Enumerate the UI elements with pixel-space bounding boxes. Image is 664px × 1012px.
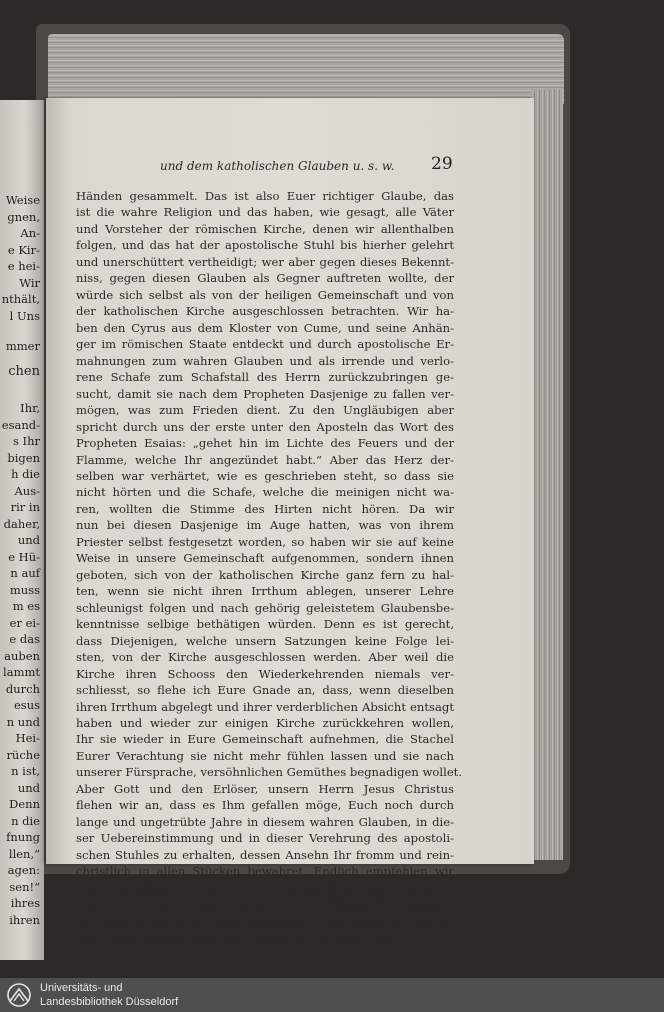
text-line: rene Schafe zum Schafstall des Herrn zurückzubringen ge-: [76, 370, 454, 385]
text-line: kenntnisse selbige bethätigen würden. Denn es ist gerecht,: [76, 617, 454, 632]
left-page-fragment: s Ihr: [12, 434, 40, 448]
text-line: Euch, gnädigster Fürst! Eure Gesandten, den Hypatius: [76, 880, 454, 895]
left-page-fragment: bigen: [7, 450, 40, 465]
left-page-fragment: daher,: [3, 516, 40, 531]
left-page-fragment: durch: [5, 681, 40, 696]
text-line: sucht, damit sie nach dem Propheten Dasjenige zu fallen ver-: [76, 386, 454, 401]
left-page-fragment: und: [17, 533, 40, 547]
text-line: und Demetrius, unsere Brüder und Mitbischöfe, welchen: [76, 897, 454, 912]
left-page-fragment: ihren: [9, 912, 40, 927]
left-page-fragment: chen: [8, 364, 40, 379]
text-line: haben und wieder zur einigen Kirche zurückkehren wollen,: [76, 716, 454, 730]
text-line: der katholischen Kirche ausgeschlossen betrachten. Wir ha-: [76, 304, 454, 319]
left-page-fragment: sen!“: [9, 879, 40, 894]
left-page-fragment: Hei-: [15, 731, 40, 745]
left-page-fragment: An-: [20, 226, 40, 240]
text-line: mahnungen zum wahren Glauben und als irrende und verlo-: [76, 353, 454, 368]
page-edges-top: [48, 34, 564, 104]
text-line: sten, von der Kirche ausgeschlossen werden. Aber weil die: [76, 650, 454, 665]
text-line: nicht hörten und die Schafe, welche die meinigen nicht wa-: [76, 485, 454, 500]
text-line: niss, gegen diesen Glauben als Gegner auftreten wollte, der: [76, 271, 454, 286]
text-line: ger im römischen Staate entdeckt und durch apostolische Er-: [76, 337, 454, 352]
text-line: Priester selbst festgesetzt worden, so haben wir sie auf keine: [76, 534, 454, 549]
text-line: geboten, sich von der katholischen Kirche ganz fern zu hal-: [76, 567, 454, 582]
left-page-fragment: rüche: [6, 747, 40, 762]
library-footer: [0, 978, 664, 1012]
text-line: ihren Irrthum abgelegt und ihrer verderblichen Absicht entsagt: [76, 699, 454, 714]
left-page-fragment: e das: [9, 632, 40, 646]
library-name-line1: Universitäts- und: [40, 982, 123, 994]
left-page-fragment: Ihr,: [20, 401, 40, 415]
left-page-fragment: nthält,: [1, 292, 40, 306]
page-number: 29: [431, 154, 453, 174]
left-page-fragment: mmer: [5, 339, 40, 353]
library-logo-icon: [6, 982, 32, 1008]
body-text: [76, 188, 463, 946]
left-page-fragment: n auf: [10, 566, 40, 580]
left-page-fragment: n und: [6, 714, 40, 729]
text-line: und Vorsteher der römischen Kirche, denen wir allenthalben: [76, 221, 454, 236]
left-page-fragment: n ist,: [11, 764, 40, 778]
left-page-fragment: fnung: [6, 830, 40, 844]
left-page-fragment: muss: [9, 582, 40, 597]
page-edges-right: [531, 90, 563, 860]
left-page-fragment: n die: [11, 813, 40, 828]
text-line: ren, wollten die Stimme des Hirten nicht hören. Da wir: [76, 501, 454, 516]
left-page-fragment: esand-: [1, 417, 40, 432]
running-head: und dem katholischen Glauben u. s. w.: [160, 159, 395, 173]
left-page-fragment: Weise: [5, 193, 40, 207]
text-line: schen Stuhles zu erhalten, dessen Ansehn Ihr fromm und rein-: [76, 847, 454, 862]
left-page-fragment: agen:: [7, 863, 40, 877]
text-line: selben war verhärtet, wie es geschrieben steht, so dass sie: [76, 468, 454, 483]
text-line: nun bei diesen Dasjenige im Auge hatten, was von ihrem: [76, 518, 454, 533]
text-line: würde sich selbst als von der heiligen Gemeinschaft und von: [76, 287, 454, 302]
text-line: fene Wahl beweist. Denn eine Sache von so hoher Wich-: [76, 930, 406, 945]
left-page-fragment: m es: [12, 599, 40, 613]
left-page-fragment: l Uns: [9, 308, 40, 323]
left-page-fragment: Wir: [19, 275, 40, 290]
text-line: christlich in allen Stücken bewahret. Endlich empfehlen wir: [76, 864, 454, 879]
text-line: schleunigst folgen und nach gehörig geleistetem Glaubensbe-: [76, 600, 454, 615]
left-page-fragment: auben: [4, 648, 40, 663]
text-line: mögen, was zum Frieden dient. Zu den Ungläubigen aber: [76, 403, 454, 418]
text-line: Ihr sie wieder in Eure Gemeinschaft aufnehmen, die Stachel: [76, 732, 454, 747]
text-line: lange und ungetrübte Jahre in diesem wahren Glauben, in die-: [76, 814, 454, 829]
text-line: ten, wenn sie nicht ihren Irrthum ablegen, unserer Lehre: [76, 584, 454, 599]
text-line: folgen, und das hat der apostolische Stuhl bis hierher gelehrt: [76, 238, 454, 253]
left-page-fragment: Aus-: [14, 483, 40, 498]
text-line: Weise in unsere Gemeinschaft aufgenommen, sondern ihnen: [76, 551, 454, 566]
text-line: flehen wir an, dass es Ihm gefallen möge, Euch noch durch: [76, 798, 454, 813]
text-line: Flamme, welche Ihr angezündet habt.“ Aber das Herz der-: [76, 452, 454, 467]
text-line: Ihr Eure Gunst und Gnade geschenkt, wie schon die getrof-: [76, 913, 454, 928]
left-page-fragment: h die: [11, 467, 40, 481]
text-line: Händen gesammelt. Das ist also Euer richtiger Glaube, das: [76, 189, 454, 203]
text-line: Propheten Esaias: „gehet hin im Lichte des Feuers und der: [76, 436, 454, 451]
library-name-line2: Landesbibliothek Düsseldorf: [40, 996, 179, 1008]
text-line: ser Uebereinstimmung und in dieser Verehrung des apostoli-: [76, 831, 454, 846]
left-page-fragment: und: [17, 780, 40, 795]
left-page-fragment: e Kir-: [7, 242, 40, 257]
left-page-fragment: esus: [13, 698, 40, 712]
left-page-fragment: er ei-: [9, 615, 40, 630]
text-line: Eurer Verachtung sie nicht mehr fühlen lassen und sie nach: [76, 748, 454, 763]
left-page: [0, 100, 44, 960]
text-line: spricht durch uns der erste unter den Aposteln das Wort des: [76, 419, 454, 434]
text-line: dass Diejenigen, welche unsern Satzungen keine Folge lei-: [76, 633, 454, 648]
text-line: ist die wahre Religion und das haben, wie gesagt, alle Väter: [76, 205, 454, 220]
left-page-fragment: lammt: [3, 665, 40, 679]
text-line: ben den Cyrus aus dem Kloster von Cume, und seine Anhän-: [76, 320, 454, 335]
left-page-fragment: llen,“: [8, 846, 40, 861]
text-line: Aber Gott und den Erlöser, unsern Herrn Jesus Christus: [76, 781, 454, 796]
left-page-fragment: e hei-: [7, 259, 40, 273]
text-line: Kirche ihren Schooss den Wiederkehrenden niemals ver-: [76, 666, 454, 681]
left-page-fragment: ihres: [10, 896, 40, 910]
left-page-fragment: gnen,: [7, 209, 40, 224]
left-page-fragment: rir in: [10, 500, 40, 514]
left-page-fragment: Denn: [9, 797, 40, 811]
text-line: unserer Fürsprache, versöhnlichen Gemüthes begnadigen wollet.: [76, 765, 463, 780]
left-page-fragment: e Hü-: [8, 549, 40, 564]
text-line: schliesst, so flehe ich Eure Gnade an, dass, wenn dieselben: [76, 683, 454, 698]
text-line: und unerschüttert vertheidigt; wer aber gegen dieses Bekennt-: [76, 254, 454, 269]
